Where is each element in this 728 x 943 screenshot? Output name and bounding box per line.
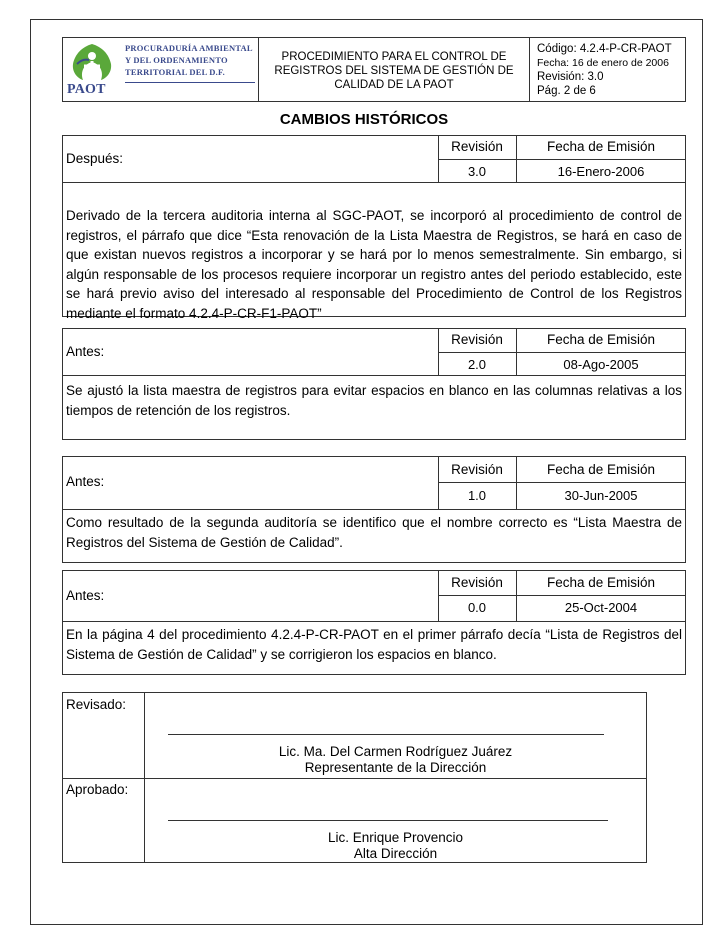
- logo-org-line-2: Y DEL ORDENAMIENTO: [125, 55, 228, 65]
- revision-value: 1.0: [467, 488, 487, 503]
- revisado-name: Lic. Ma. Del Carmen Rodríguez Juárez: [278, 744, 513, 759]
- change-description: Como resultado de la segunda auditoría se identifico que el nombre correcto es “Lista Maestra de Registros del Sistema de Gestión de Calidad”.: [66, 515, 682, 550]
- revisado-label: Revisado:: [66, 697, 127, 712]
- change-header-hline: [438, 352, 686, 353]
- fecha-header: Fecha de Emisión: [546, 575, 656, 590]
- change-header-hline: [438, 159, 686, 160]
- procedure-title-line-2: REGISTROS DEL SISTEMA DE GESTIÓN DE: [274, 65, 514, 77]
- change-label: Antes:: [66, 588, 105, 603]
- revision-header: Revisión: [451, 575, 503, 590]
- revision-header: Revisión: [451, 139, 503, 154]
- fecha-header: Fecha de Emisión: [546, 139, 656, 154]
- change-description: Derivado de la tercera auditoria interna al SGC-PAOT, se incorporó al procedimiento de control de registros, el párrafo que dice “Esta renovación de la Lista Maestra de Registros, se hará en caso de que existan nuevos registros a incorporar y se hará por lo menos semestralmente. Sin embargo, si algún responsable de los procesos requiere incorporar un registro antes del periodo establecido, este se hará previo aviso del interesado al responsable del Procedimiento de Control de los Registros mediante el formato 4.2.4-P-CR-F1-PAOT”: [66, 208, 682, 321]
- document-date: Fecha: 16 de enero de 2006: [537, 57, 669, 69]
- signature-row-divider: [62, 778, 647, 779]
- revision-value: 2.0: [467, 357, 487, 372]
- logo-org-line-1: PROCURADURÍA AMBIENTAL: [125, 43, 253, 53]
- fecha-value: 08-Ago-2005: [563, 357, 639, 372]
- procedure-title-line-3: CALIDAD DE LA PAOT: [334, 79, 454, 91]
- logo-acronym: PAOT: [67, 82, 106, 97]
- document-revision: Revisión: 3.0: [537, 71, 604, 83]
- change-label: Antes:: [66, 474, 105, 489]
- fecha-value: 30-Jun-2005: [564, 488, 638, 503]
- revisado-signature-line: [168, 734, 604, 735]
- fecha-header: Fecha de Emisión: [546, 332, 656, 347]
- fecha-header: Fecha de Emisión: [546, 462, 656, 477]
- header-procedure-cell: [258, 37, 530, 102]
- revision-header: Revisión: [451, 332, 503, 347]
- fecha-value: 16-Enero-2006: [557, 164, 645, 179]
- aprobado-name: Lic. Enrique Provencio: [327, 830, 464, 845]
- fecha-value: 25-Oct-2004: [564, 600, 638, 615]
- revision-value: 3.0: [467, 164, 487, 179]
- change-description: Se ajustó la lista maestra de registros para evitar espacios en blanco en las columnas relativas a los tiempos de retención de los registros.: [66, 383, 682, 418]
- revision-value: 0.0: [467, 600, 487, 615]
- logo-org-line-3: TERRITORIAL DEL D.F.: [125, 67, 225, 77]
- change-label: Antes:: [66, 344, 105, 359]
- header-meta-cell: [529, 37, 686, 102]
- header-logo-cell: [62, 37, 259, 102]
- change-description: En la página 4 del procedimiento 4.2.4-P-CR-PAOT en el primer párrafo decía “Lista de Registros del Sistema de Gestión de Calidad” y se corrigieron los espacios en blanco.: [66, 627, 682, 662]
- aprobado-label: Aprobado:: [66, 782, 129, 797]
- change-header-hline: [438, 482, 686, 483]
- change-header-hline: [438, 595, 686, 596]
- aprobado-signature-line: [168, 820, 608, 821]
- revisado-role: Representante de la Dirección: [304, 760, 487, 775]
- procedure-title-line-1: PROCEDIMIENTO PARA EL CONTROL DE: [281, 51, 507, 63]
- document-code: Código: 4.2.4-P-CR-PAOT: [537, 43, 672, 55]
- logo-divider: [125, 82, 255, 83]
- page-title: CAMBIOS HISTÓRICOS: [279, 111, 449, 128]
- revision-header: Revisión: [451, 462, 503, 477]
- aprobado-role: Alta Dirección: [353, 846, 438, 861]
- document-page: Pág. 2 de 6: [537, 85, 596, 97]
- change-label: Después:: [66, 151, 124, 166]
